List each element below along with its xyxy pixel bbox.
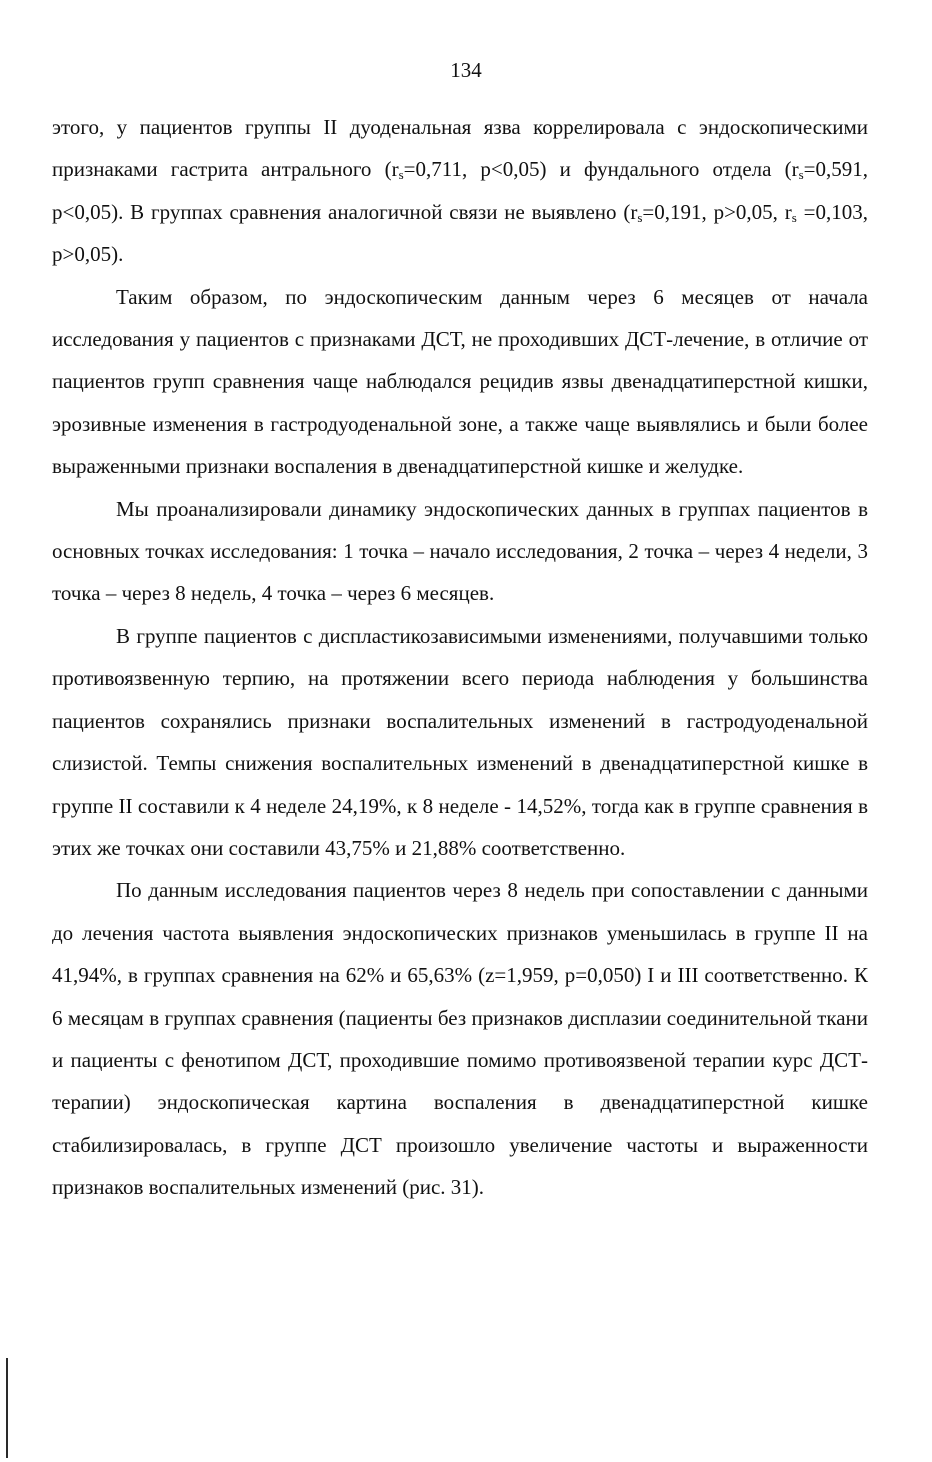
paragraph-1	[52, 106, 868, 276]
text-run: =0,103, p>0,05).	[52, 199, 868, 267]
page-number: 134	[450, 58, 482, 82]
paragraph-4	[52, 615, 868, 869]
text-run: =0,591, p<0,05). В группах сравнения аналогичной связи не выявлено (r	[52, 157, 869, 224]
subscript: s	[637, 209, 643, 225]
subscript: s	[398, 167, 404, 183]
text-run: =0,711, p<0,05) и фундального отдела (r	[403, 157, 799, 182]
text-run: =0,191, p>0,05, r	[642, 199, 792, 224]
body-text	[52, 106, 868, 1209]
subscript: s	[791, 209, 797, 225]
paragraph-2	[52, 276, 868, 488]
paragraph-3	[52, 488, 868, 615]
paragraph-5	[52, 869, 868, 1208]
text-run: В группе пациентов с диспластикозависимыми изменениями, получавшими только противоязвенную терпию, на протяжении всего периода наблюдения у большинства пациентов сохранялись признаки воспалительных изменений в гастродуоденальной слизистой. Темпы снижения воспалительных изменений в двенадцатиперстной кишке в группе II составили к 4 неделе 24,19%, к 8 неделе - 14,52%, тогда как в группе сравнения в этих же точках они составили 43,75% и 21,88% соответственно.	[52, 623, 868, 860]
scan-edge-line	[6, 1358, 8, 1458]
text-run: Мы проанализировали динамику эндоскопических данных в группах пациентов в основных точках исследования: 1 точка – начало исследования, 2 точка – через 4 недели, 3 точка – через 8 недель, 4 точка – через 6 месяцев.	[52, 496, 868, 606]
subscript: s	[798, 167, 804, 183]
text-run: Таким образом, по эндоскопическим данным через 6 месяцев от начала исследования у пациентов с признаками ДСТ, не проходивших ДСТ-лечение, в отличие от пациентов групп сравнения чаще наблюдался рецидив язвы двенадцатиперстной кишки, эрозивные изменения в гастродуоденальной зоне, а также чаще выявлялись и были более выраженными признаки воспаления в двенадцатиперстной кишке и желудке.	[52, 284, 868, 479]
text-run: этого, у пациентов группы II дуоденальная язва коррелировала с эндоскопическими признаками гастрита антрального (r	[52, 115, 868, 182]
text-run: По данным исследования пациентов через 8 недель при сопоставлении с данными до лечения частота выявления эндоскопических признаков уменьшилась в группе II на 41,94%, в группах сравнения на 62% и 65,63% (z=1,959, p=0,050) I и III соответственно. К 6 месяцам в группах сравнения (пациенты без признаков дисплазии соединительной ткани и пациенты с фенотипом ДСТ, проходившие помимо противоязвеной терапии курс ДСТ-терапии) эндоскопическая картина воспаления в двенадцатиперстной кишке стабилизировалась, в группе ДСТ произошло увеличение частоты и выраженности признаков воспалительных изменений (рис. 31).	[52, 878, 868, 1200]
